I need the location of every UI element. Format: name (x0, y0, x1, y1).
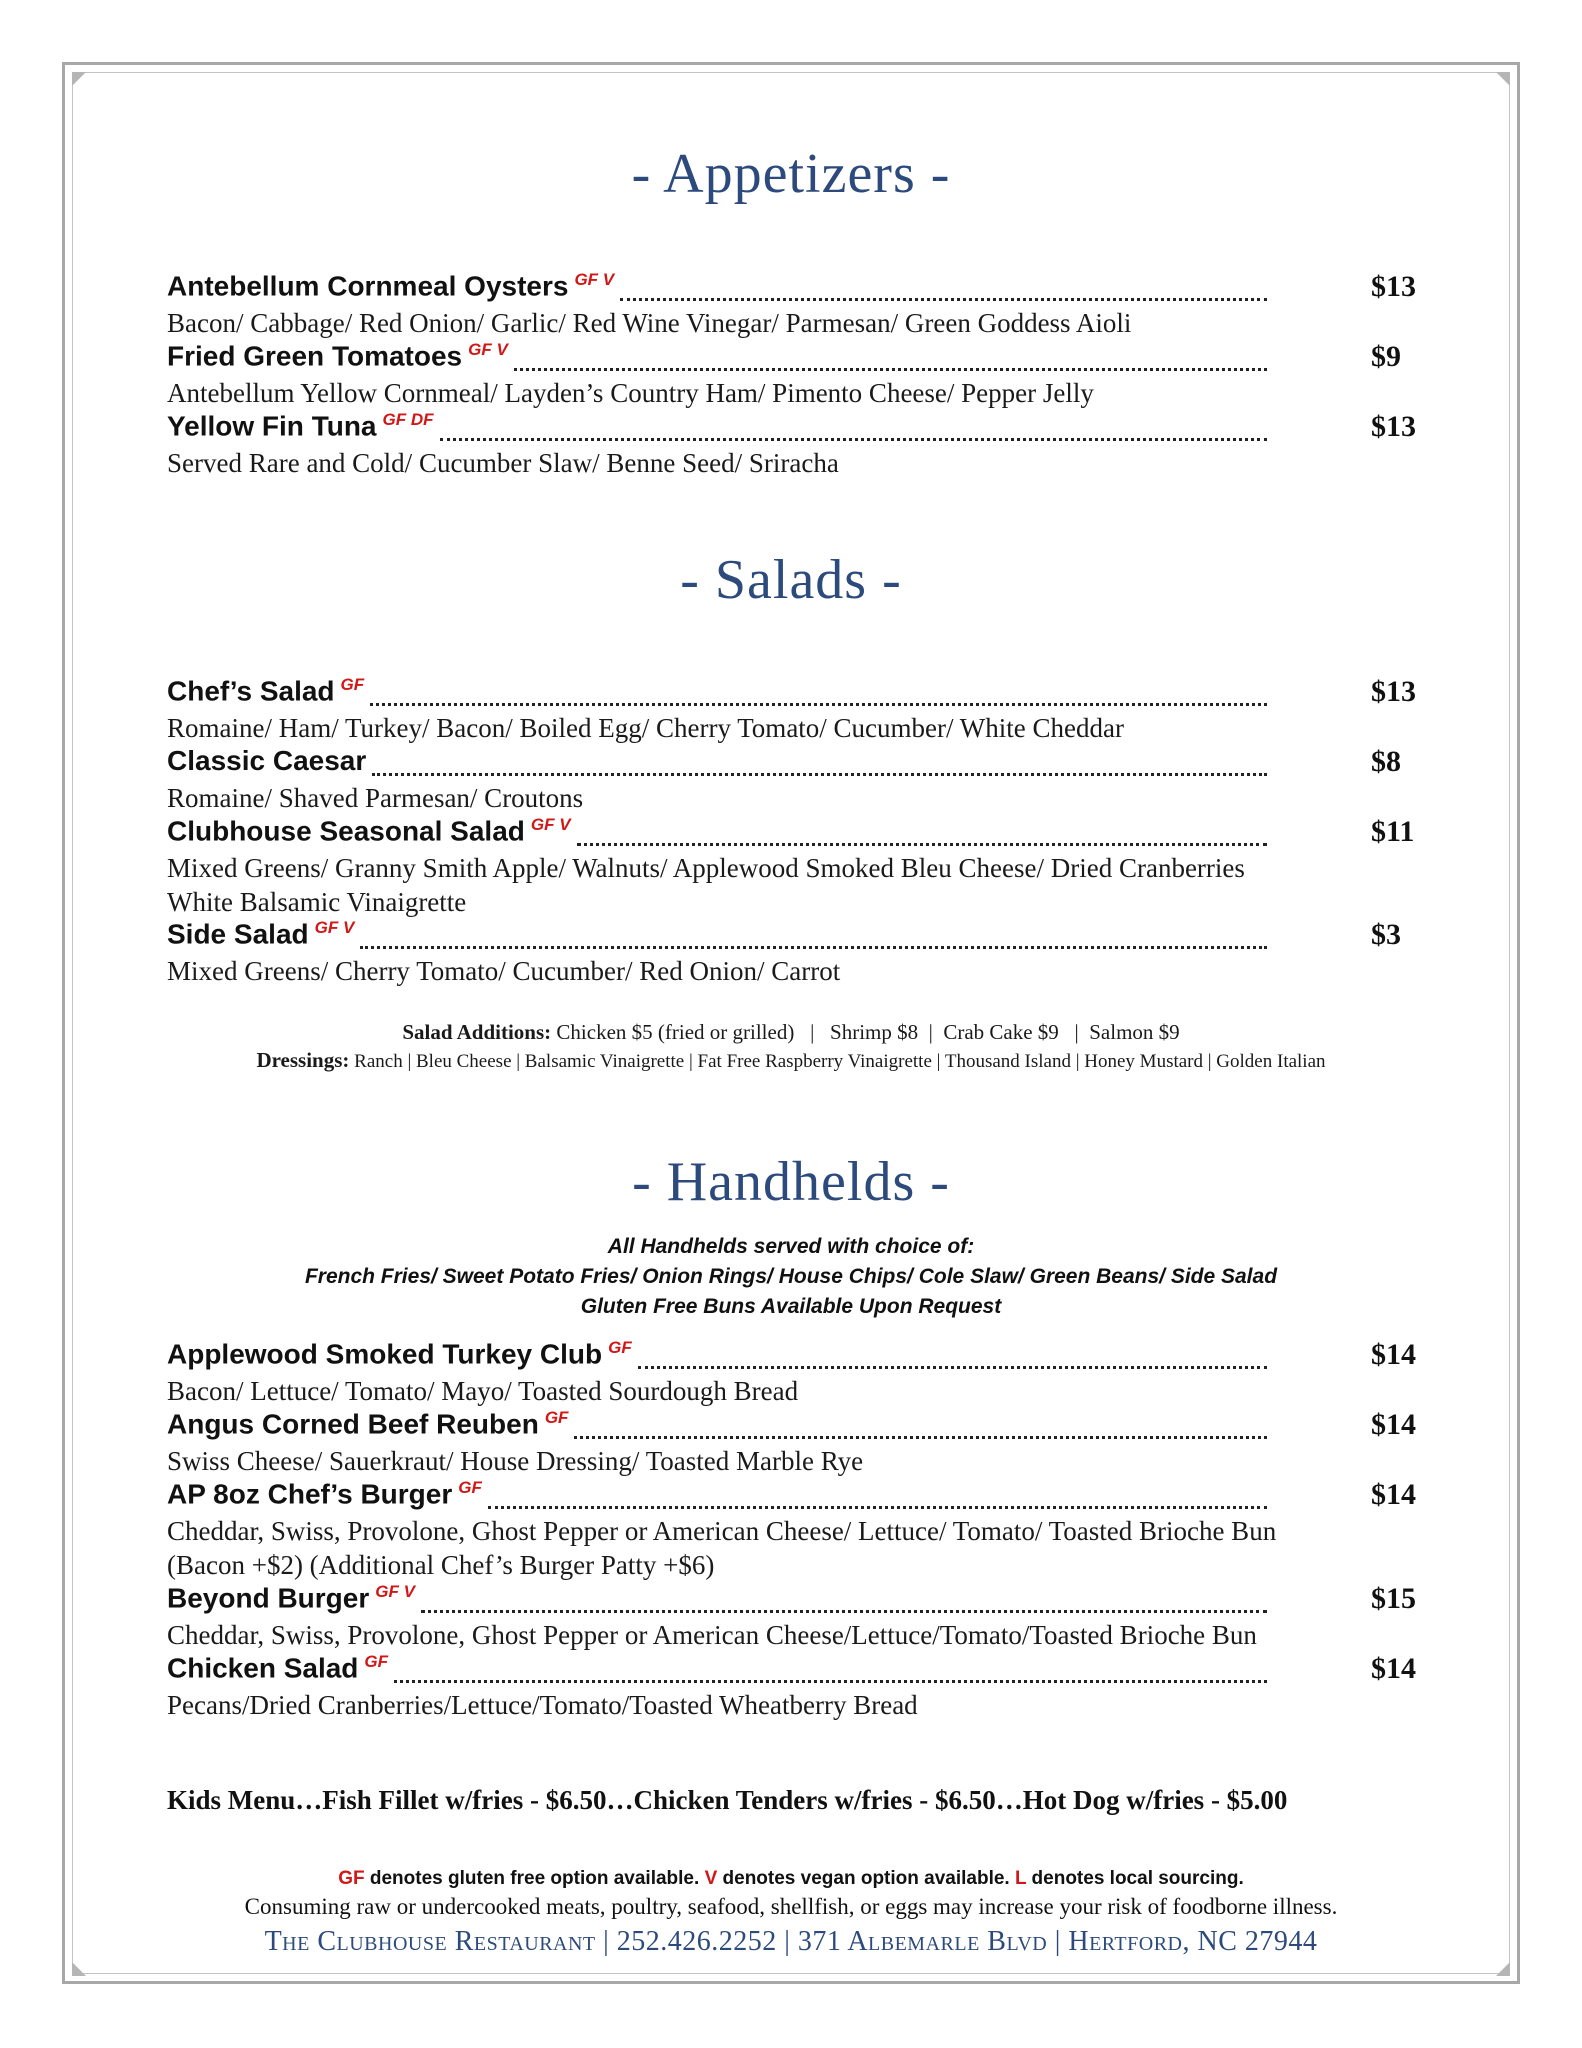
appetizers-title: - Appetizers - (631, 143, 951, 205)
dietary-tags: GF (544, 1408, 569, 1427)
menu-item-description: Mixed Greens/ Granny Smith Apple/ Walnuts/ Applewood Smoked Bleu Cheese/ Dried Cranberries (167, 853, 1245, 883)
dot-leader (577, 843, 1267, 846)
menu-item-name: Yellow Fin Tuna (167, 410, 377, 442)
dot-leader (514, 368, 1267, 371)
menu-item-description: Pecans/Dried Cranberries/Lettuce/Tomato/Toasted Wheatberry Bread (167, 1690, 918, 1720)
menu-item-name: Chicken Salad (167, 1652, 359, 1684)
handhelds-title: - Handhelds - (632, 1151, 950, 1213)
menu-item-side-salad (167, 918, 1427, 988)
salad-additions (0, 1020, 1582, 1045)
menu-item-classic-caesar (167, 745, 1427, 815)
handhelds-note: Gluten Free Buns Available Upon Request (580, 1295, 1002, 1318)
dietary-tags: GF V (375, 1582, 415, 1601)
menu-item-price: $13 (1371, 410, 1416, 443)
menu-item-description: Served Rare and Cold/ Cucumber Slaw/ Benne Seed/ Sriracha (167, 448, 839, 478)
corner-ornament (72, 1962, 86, 1976)
menu-item-price: $8 (1371, 745, 1401, 778)
corner-ornament (1496, 72, 1510, 86)
menu-item-name: Side Salad (167, 918, 309, 950)
menu-item-line (167, 745, 1427, 781)
salads-title: - Salads - (680, 549, 902, 611)
menu-item-price: $3 (1371, 918, 1401, 951)
menu-item-line (167, 1582, 1427, 1618)
menu-item-title (167, 918, 354, 950)
menu-item-yellow-fin-tuna (167, 410, 1427, 480)
dietary-tags: GF (608, 1338, 632, 1357)
dot-leader (638, 1366, 1267, 1369)
menu-item-description: Romaine/ Ham/ Turkey/ Bacon/ Boiled Egg/ Cherry Tomato/ Cucumber/ White Cheddar (167, 713, 1124, 743)
menu-item-title (167, 410, 434, 442)
dietary-tags: GF (340, 675, 365, 694)
menu-item-title (167, 1652, 388, 1684)
dot-leader (421, 1610, 1267, 1613)
salad-additions-label: Salad Additions: (402, 1020, 552, 1044)
legend-v-text: denotes vegan option available. (717, 1868, 1015, 1889)
menu-item-clubhouse-seasonal-salad (167, 815, 1427, 919)
dot-leader (574, 1436, 1267, 1439)
menu-item-description: White Balsamic Vinaigrette (167, 887, 467, 917)
legend-gf-text: denotes gluten free option available. (364, 1868, 705, 1889)
corner-ornament (72, 72, 86, 86)
handhelds-notes (0, 1232, 1582, 1322)
menu-item-name: Antebellum Cornmeal Oysters (167, 270, 569, 302)
menu-item-line (167, 815, 1427, 851)
menu-item-description: (Bacon +$2) (Additional Chef’s Burger Patty +$6) (167, 1550, 715, 1580)
kids-menu: Kids Menu…Fish Fillet w/fries - $6.50…Chicken Tenders w/fries - $6.50…Hot Dog w/fries - $5.00 (167, 1785, 1288, 1815)
menu-item-line (167, 410, 1427, 446)
legend-l-text: denotes local sourcing. (1026, 1868, 1244, 1889)
menu-item-name: Fried Green Tomatoes (167, 340, 463, 372)
handhelds-note: All Handhelds served with choice of: (607, 1235, 975, 1258)
menu-item-title (167, 745, 366, 777)
menu-item-price: $14 (1371, 1338, 1416, 1371)
dot-leader (488, 1506, 1267, 1509)
menu-item-chef-s-salad (167, 675, 1427, 745)
corner-ornament (1496, 1962, 1510, 1976)
dressings-label: Dressings: (256, 1048, 350, 1072)
menu-item-price: $15 (1371, 1582, 1416, 1615)
dietary-tags: GF V (314, 918, 355, 937)
menu-item-line (167, 1338, 1427, 1374)
menu-item-title (167, 1338, 632, 1370)
legend-v: V (704, 1868, 718, 1889)
menu-item-name: Beyond Burger (167, 1582, 370, 1614)
menu-item-title (167, 1478, 482, 1510)
menu-item-name: Chef’s Salad (167, 675, 335, 707)
menu-item-title (167, 270, 614, 302)
dietary-tags: GF V (530, 815, 571, 834)
menu-item-description: Swiss Cheese/ Sauerkraut/ House Dressing/ Toasted Marble Rye (167, 1446, 864, 1476)
menu-item-title (167, 815, 571, 847)
menu-item-chicken-salad (167, 1652, 1427, 1722)
menu-item-angus-corned-beef-reuben (167, 1408, 1427, 1478)
menu-item-price: $14 (1371, 1478, 1416, 1511)
menu-item-fried-green-tomatoes (167, 340, 1427, 410)
menu-item-price: $13 (1371, 675, 1416, 708)
menu-item-price: $13 (1371, 270, 1416, 303)
legend-l: L (1015, 1868, 1027, 1889)
menu-item-line (167, 1652, 1427, 1688)
menu-item-line (167, 270, 1427, 306)
menu-item-description: Bacon/ Cabbage/ Red Onion/ Garlic/ Red Wine Vinegar/ Parmesan/ Green Goddess Aioli (167, 308, 1132, 338)
menu-item-description: Antebellum Yellow Cornmeal/ Layden’s Country Ham/ Pimento Cheese/ Pepper Jelly (167, 378, 1094, 408)
food-safety-disclaimer: Consuming raw or undercooked meats, poultry, seafood, shellfish, or eggs may increase your risk of foodborne illness. (244, 1894, 1338, 1919)
menu-item-name: Clubhouse Seasonal Salad (167, 815, 525, 847)
salad-additions-text: Chicken $5 (fried or grilled) | Shrimp $8 | Crab Cake $9 | Salmon $9 (556, 1020, 1180, 1044)
menu-item-line (167, 675, 1427, 711)
menu-item-line (167, 1408, 1427, 1444)
menu-item-description: Romaine/ Shaved Parmesan/ Croutons (167, 783, 584, 813)
menu-item-title (167, 675, 364, 707)
menu-item-line (167, 918, 1427, 954)
menu-item-name: Applewood Smoked Turkey Club (167, 1338, 603, 1370)
dietary-tags: GF V (468, 340, 508, 359)
dot-leader (620, 298, 1267, 301)
dietary-legend (0, 1868, 1582, 1890)
menu-item-description: Cheddar, Swiss, Provolone, Ghost Pepper or American Cheese/Lettuce/Tomato/Toasted Brioche Bun (167, 1620, 1257, 1650)
dot-leader (370, 703, 1267, 706)
menu-item-description: Bacon/ Lettuce/ Tomato/ Mayo/ Toasted Sourdough Bread (167, 1376, 799, 1406)
menu-item-price: $11 (1371, 815, 1415, 848)
menu-item-ap-8oz-chef-s-burger (167, 1478, 1427, 1582)
restaurant-footer: The Clubhouse Restaurant | 252.426.2252 | 371 Albemarle Blvd | Hertford, NC 27944 (264, 1926, 1318, 1957)
dietary-tags: GF DF (382, 410, 434, 429)
menu-item-title (167, 1408, 568, 1440)
menu-item-price: $14 (1371, 1652, 1416, 1685)
menu-item-applewood-smoked-turkey-club (167, 1338, 1427, 1408)
menu-item-line (167, 1478, 1427, 1514)
menu-item-antebellum-cornmeal-oysters (167, 270, 1427, 340)
dressings-text: Ranch | Bleu Cheese | Balsamic Vinaigrette | Fat Free Raspberry Vinaigrette | Thousand Island | Honey Mustard | Golden Italian (354, 1051, 1326, 1072)
dietary-tags: GF (458, 1478, 482, 1497)
dot-leader (394, 1680, 1267, 1683)
menu-item-price: $9 (1371, 340, 1401, 373)
menu-item-name: AP 8oz Chef’s Burger (167, 1478, 453, 1510)
menu-item-title (167, 1582, 415, 1614)
dietary-tags: GF (364, 1652, 389, 1671)
dietary-tags: GF V (574, 270, 615, 289)
dot-leader (360, 946, 1267, 949)
menu-item-line (167, 340, 1427, 376)
menu-item-description: Mixed Greens/ Cherry Tomato/ Cucumber/ Red Onion/ Carrot (167, 956, 841, 986)
menu-item-description: Cheddar, Swiss, Provolone, Ghost Pepper or American Cheese/ Lettuce/ Tomato/ Toasted Brioche Bun (167, 1516, 1277, 1546)
menu-item-beyond-burger (167, 1582, 1427, 1652)
handhelds-note: French Fries/ Sweet Potato Fries/ Onion Rings/ House Chips/ Cole Slaw/ Green Beans/ Side Salad (304, 1265, 1278, 1288)
salad-dressings (0, 1048, 1582, 1073)
legend-gf: GF (338, 1868, 365, 1889)
menu-item-price: $14 (1371, 1408, 1416, 1441)
dot-leader (440, 438, 1267, 441)
dot-leader (372, 773, 1267, 776)
menu-item-name: Angus Corned Beef Reuben (167, 1408, 539, 1440)
menu-item-title (167, 340, 508, 372)
menu-item-name: Classic Caesar (167, 745, 367, 776)
